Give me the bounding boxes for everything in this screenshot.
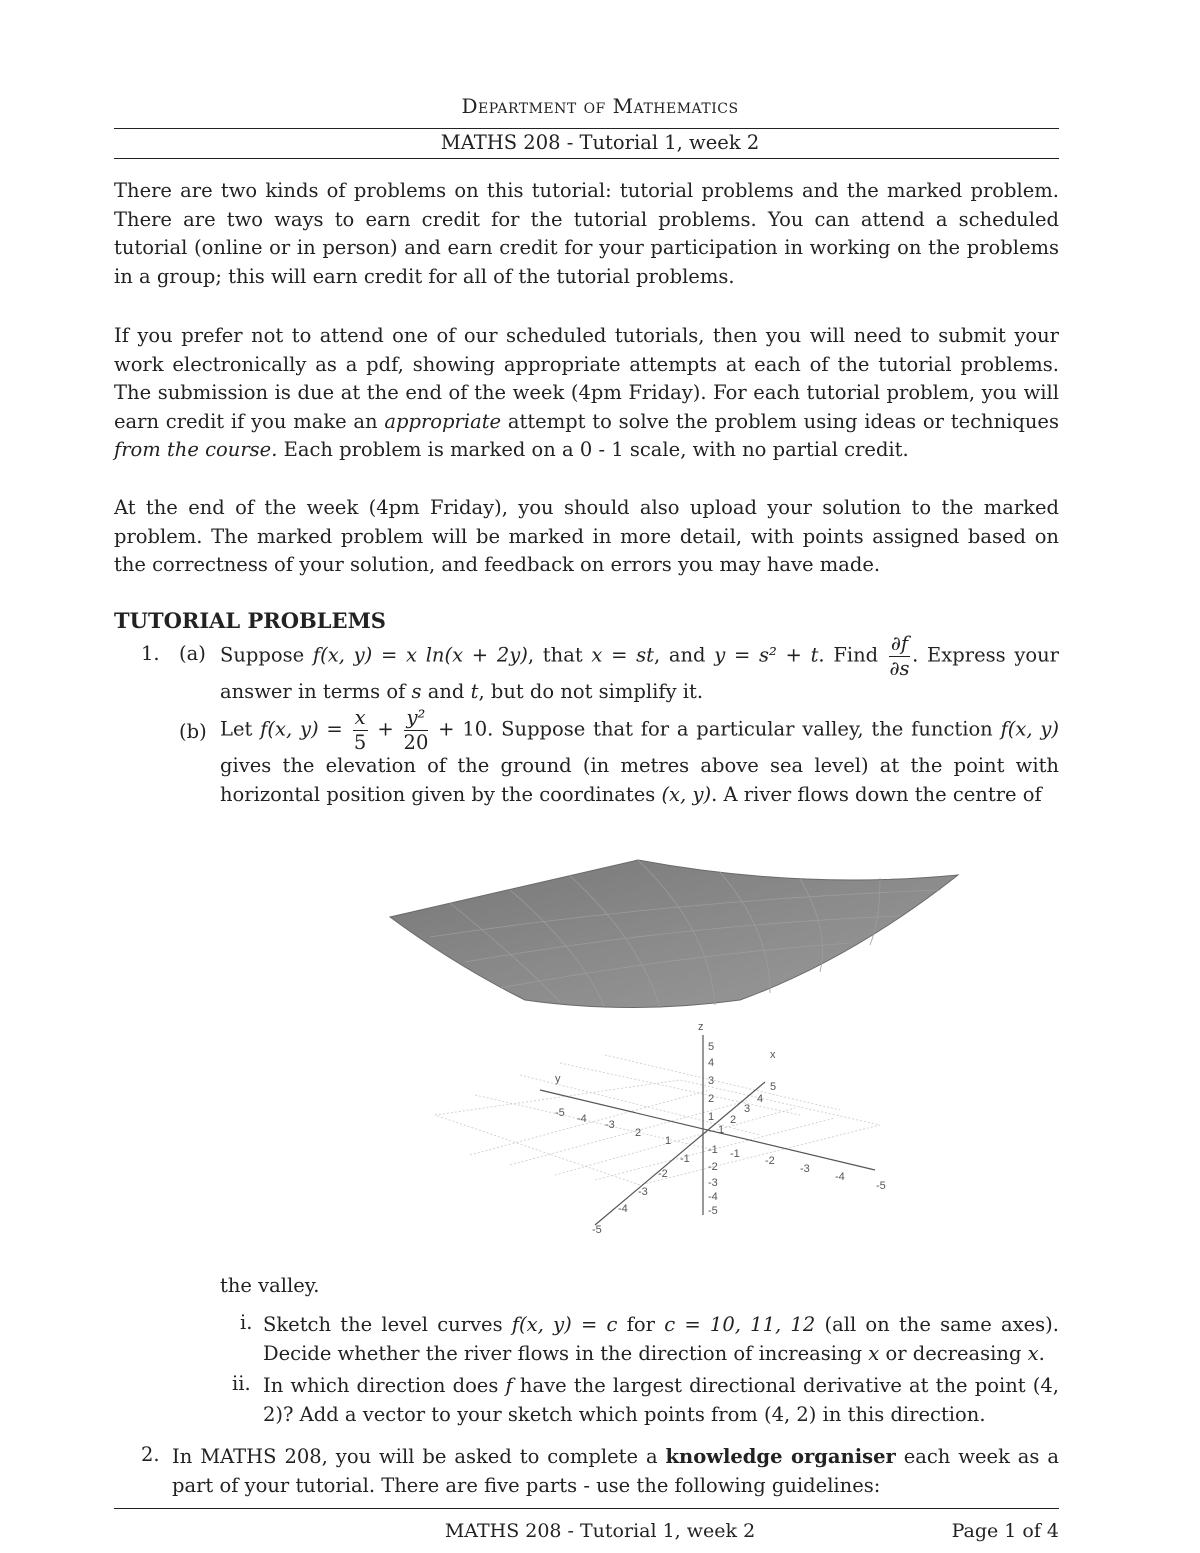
z-tick: -5 bbox=[708, 1205, 718, 1217]
department-title: Department of Mathematics bbox=[461, 94, 739, 118]
surface-mesh bbox=[390, 860, 958, 1008]
footer-course-title: MATHS 208 - Tutorial 1, week 2 bbox=[444, 1520, 756, 1542]
x-tick: 1 bbox=[718, 1124, 725, 1136]
y-tick: -2 bbox=[765, 1155, 775, 1167]
subitem-ii-label: ii. bbox=[232, 1372, 251, 1395]
axis-label-y: y bbox=[555, 1073, 561, 1085]
y-tick: -3 bbox=[605, 1119, 615, 1131]
x-tick: -5 bbox=[592, 1224, 602, 1236]
x-tick: 5 bbox=[770, 1081, 777, 1093]
subitem-i-label: i. bbox=[240, 1311, 253, 1334]
x-tick: -2 bbox=[658, 1168, 668, 1180]
valley-surface-figure bbox=[380, 850, 980, 1250]
problem-1b-text: Let f(x, y) = $\frac{x}{5}$ + $\frac{\text{y²}}{20}$ + 10. Suppose that for a particular valley, the function f(x, y) gives the elevation of the ground (in metres above sea level) at the point with horizontal position given by the coordinates (x, y). A river flows down the centre of bbox=[220, 706, 1060, 806]
problem-2-text: In MATHS 208, you will be asked to complete a knowledge organiser each week as a part of your tutorial. There are five parts - use the following guidelines: bbox=[172, 1445, 1059, 1497]
x-tick: 4 bbox=[757, 1093, 764, 1105]
y-tick: 2 bbox=[635, 1127, 642, 1139]
fraction-y2-over-20: $\frac{\text{y²}}{20}$ bbox=[403, 706, 429, 754]
header-rule-bottom bbox=[114, 158, 1059, 159]
problem-1a-label: (a) bbox=[179, 642, 206, 665]
problem-1b-label: (b) bbox=[179, 720, 207, 743]
z-tick: 2 bbox=[708, 1093, 715, 1105]
z-tick: 4 bbox=[708, 1057, 715, 1069]
z-tick: -2 bbox=[708, 1161, 718, 1173]
y-tick: -3 bbox=[800, 1163, 810, 1175]
z-tick: -3 bbox=[708, 1177, 718, 1189]
x-tick: 2 bbox=[730, 1114, 737, 1126]
x-tick: -1 bbox=[680, 1153, 690, 1165]
y-tick: -4 bbox=[835, 1171, 845, 1183]
problem-2-number: 2. bbox=[141, 1443, 160, 1466]
y-tick: -5 bbox=[876, 1180, 886, 1192]
section-title: TUTORIAL PROBLEMS bbox=[114, 608, 386, 633]
subitem-ii-text: In which direction does f have the largest directional derivative at the point (4, 2)? Add a vector to your sketch which points from (4, 2) in this direction. bbox=[263, 1374, 1059, 1426]
z-tick: 5 bbox=[708, 1041, 715, 1053]
y-tick: 1 bbox=[665, 1135, 672, 1147]
course-title: MATHS 208 - Tutorial 1, week 2 bbox=[440, 131, 760, 154]
problem-1-number: 1. bbox=[141, 642, 160, 665]
x-tick: -3 bbox=[638, 1186, 648, 1198]
axis-floor-grid bbox=[435, 1055, 880, 1185]
axis-label-z: z bbox=[698, 1021, 704, 1033]
problem-1a-text: Suppose f(x, y) = x ln(x + 2y), that x = st, and y = s² + t. Find $\frac{\partial f}{\partial s}$ . Express your answer in terms of s and t, but do not simplify it. bbox=[220, 632, 1059, 703]
intro-paragraph-2: If you prefer not to attend one of our scheduled tutorials, then you will need to submit your work electronically as a pdf, showing appropriate attempts at each of the tutorial problems. The submission is due at the end of the week (4pm Friday). For each tutorial problem, you will earn credit if you make an appropriate attempt to solve the problem using ideas or techniques from the course. Each problem is marked on a 0 - 1 scale, with no partial credit. bbox=[114, 324, 1059, 462]
fraction-x-over-5: $\frac{x}{5}$ bbox=[353, 706, 367, 754]
header-rule-top bbox=[114, 128, 1059, 129]
partial-derivative-fraction: $\frac{\partial f}{\partial s}$ bbox=[889, 632, 910, 680]
x-tick: -4 bbox=[618, 1203, 628, 1215]
axis-label-x: x bbox=[770, 1049, 776, 1061]
z-tick: 3 bbox=[708, 1075, 715, 1087]
intro-paragraph-1: There are two kinds of problems on this tutorial: tutorial problems and the marked problem. There are two ways to earn credit for the tutorial problems. You can attend a scheduled tutorial (online or in person) and earn credit for your participation in working on the problems in a group; this will earn credit for all of the tutorial problems. bbox=[114, 179, 1059, 288]
y-tick: -1 bbox=[730, 1148, 740, 1160]
problem-1b-continuation: the valley. bbox=[220, 1274, 320, 1297]
subitem-i-text: Sketch the level curves f(x, y) = c for c = 10, 11, 12 (all on the same axes). Decide whether the river flows in the direction of increasing x or decreasing x. bbox=[263, 1313, 1059, 1365]
z-tick: -1 bbox=[708, 1144, 718, 1156]
page-number: Page 1 of 4 bbox=[951, 1520, 1059, 1542]
z-tick: -4 bbox=[708, 1191, 718, 1203]
y-tick: -5 bbox=[555, 1107, 565, 1119]
y-tick: -4 bbox=[577, 1113, 587, 1125]
footer-rule bbox=[114, 1508, 1059, 1509]
z-tick: 1 bbox=[708, 1111, 715, 1123]
x-tick: 3 bbox=[744, 1103, 751, 1115]
intro-paragraph-3: At the end of the week (4pm Friday), you should also upload your solution to the marked problem. The marked problem will be marked in more detail, with points assigned based on the correctness of your solution, and feedback on errors you may have made. bbox=[114, 496, 1059, 577]
